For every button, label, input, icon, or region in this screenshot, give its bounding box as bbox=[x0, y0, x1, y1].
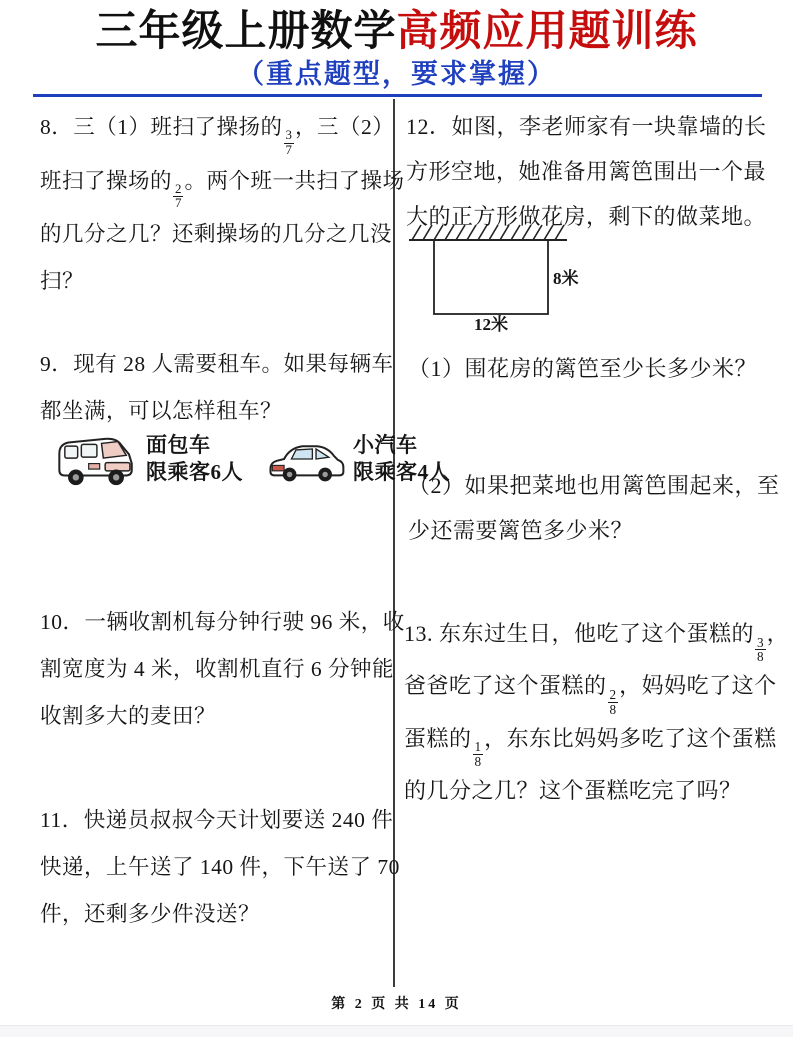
van-icon bbox=[52, 428, 140, 490]
vehicle-name: 小汽车 bbox=[353, 433, 418, 457]
problem-12-question-1: （1）围花房的篱笆至少长多少米？ bbox=[408, 356, 758, 381]
fraction: $\frac{3}{7}$ bbox=[285, 128, 292, 157]
page-title bbox=[0, 6, 793, 56]
van-option bbox=[52, 428, 243, 490]
vehicle-capacity: 限乘客6人 bbox=[146, 460, 243, 484]
problem-10-text: 10．一辆收割机每分钟行驶 96 米，收 割宽度为 4 米，收割机直行 6 分钟能 收割多大的麦田？ bbox=[40, 610, 405, 728]
vehicle-capacity: 限乘客4人 bbox=[353, 460, 450, 484]
wall-hatching bbox=[412, 225, 564, 240]
vehicle-options bbox=[52, 428, 450, 490]
fraction: $\frac{2}{7}$ bbox=[175, 181, 182, 211]
page-subtitle: （重点题型，要求掌握） bbox=[237, 59, 556, 89]
title-grade-part: 三年级上册数学 bbox=[95, 7, 397, 54]
courtyard-figure bbox=[404, 216, 619, 332]
header-rule bbox=[33, 94, 762, 97]
page-bottom-edge bbox=[0, 1025, 793, 1037]
problem-9-text: 9．现有 28 人需要租车。如果每辆车 都坐满，可以怎样租车？ bbox=[40, 352, 394, 423]
car-icon bbox=[265, 434, 347, 484]
fraction: $\frac{1}{8}$ bbox=[474, 739, 482, 769]
plot-rectangle bbox=[434, 240, 548, 314]
problem-12-text: 12．如图，李老师家有一块靠墙的长 方形空地，她准备用篱笆围出一个最 大的正方形做花房，剩下的做菜地。 bbox=[406, 114, 767, 229]
problem-11-text: 11．快递员叔叔今天计划要送 240 件 快递，上午送了 140 件，下午送了 70 件，还剩多少件没送？ bbox=[40, 808, 400, 926]
figure-width-label: 12米 bbox=[474, 315, 508, 332]
vehicle-name: 面包车 bbox=[146, 433, 211, 457]
problem-8-text: 8．三（1）班扫了操扬的 $\frac{3}{7}$ ，三（2） 班扫了操场的 $\frac{2}{7}$ 。两个班一共扫了操场 的几分之几？还剩操场的几分之几没 扫？ bbox=[40, 115, 405, 293]
figure-height-label: 8米 bbox=[553, 269, 579, 288]
fraction: $\frac{2}{8}$ bbox=[609, 686, 617, 717]
problem-13-text: 13. 东东过生日，他吃了这个蛋糕的 $\frac{3}{8}$ ， 爸爸吃了这个蛋糕的 $\frac{2}{8}$ ，妈妈吃了这个 蛋糕的 $\frac{1}{8}$ ，东东比妈妈多吃了这个蛋糕 的几分之几？这个蛋糕吃完了吗？ bbox=[404, 621, 790, 803]
problem-12-question-2: （2）如果把菜地也用篱笆围起来，至 少还需要篱笆多少米？ bbox=[408, 473, 780, 543]
fraction: $\frac{3}{8}$ bbox=[757, 634, 764, 665]
page-number: 第 2 页 共 14 页 bbox=[331, 997, 462, 1012]
van-label bbox=[146, 432, 243, 486]
title-topic-part: 高频应用题训练 bbox=[396, 7, 698, 54]
